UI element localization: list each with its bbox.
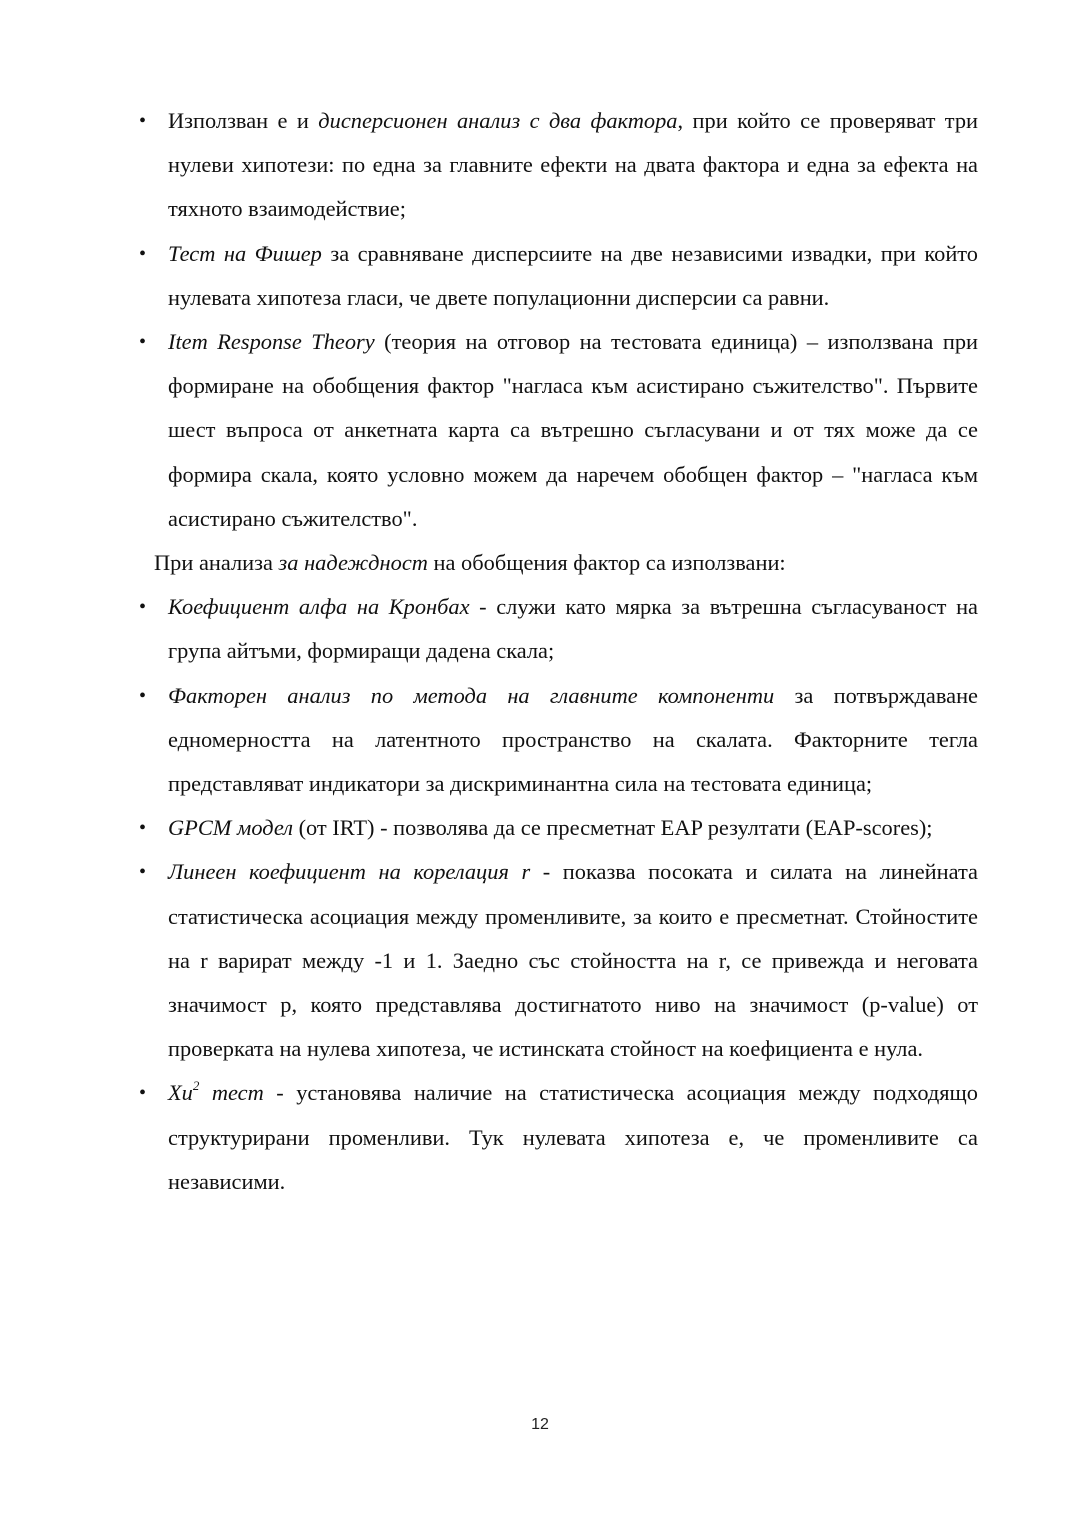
- paragraph-text-plain: При анализа: [154, 550, 279, 576]
- bullet-icon: •: [139, 861, 147, 884]
- item-text-plain: , при който се проверяват три нулеви хипотези: по една за главните ефекти на двата фактора и една за ефекта на тяхното взаимодействие;: [168, 108, 979, 222]
- list-item-irt: [139, 320, 978, 541]
- paragraph-text-plain: на обобщения фактор са използвани:: [427, 550, 786, 576]
- bullet-icon: •: [139, 684, 147, 707]
- list-item-two-factor-anova: [139, 99, 979, 232]
- item-term: Item Response Theory: [168, 329, 375, 355]
- page-number: 12: [531, 1416, 549, 1433]
- chi-term-tail: тест: [199, 1080, 264, 1106]
- item-text-plain: - служи като мярка за вътрешна съгласуваност на група айтъми, формиращи дадена скала;: [168, 594, 978, 664]
- bullet-icon: •: [139, 110, 147, 132]
- reliability-intro-paragraph: [154, 541, 1080, 585]
- bullet-icon: •: [139, 331, 147, 354]
- bullet-icon: •: [139, 817, 147, 840]
- item-term: Коефициент алфа на Кронбах: [168, 594, 470, 620]
- list-item-cronbach-alpha: [139, 585, 978, 673]
- methods-list-bottom: [0, 585, 1080, 1204]
- item-text-plain: (от IRT) - позволява да се пресметнат EAP резултати (EAP-scores);: [292, 815, 933, 841]
- item-text-plain: за потвърждаване едномерността на латентното пространство на скалата. Факторните тегла представляват индикатори за дискриминантна сила на тестовата единица;: [168, 682, 978, 797]
- item-term: Линеен коефициент на корелация r: [168, 859, 531, 885]
- list-item-gpcm-model: [139, 806, 978, 850]
- item-text-plain: Използван е и: [168, 108, 319, 133]
- bullet-icon: •: [139, 242, 147, 265]
- item-term: Тест на Фишер: [168, 240, 322, 266]
- list-item-fisher-test: [139, 232, 978, 320]
- list-item-correlation: [139, 850, 978, 1071]
- item-text-plain: за сравняване дисперсиите на две независими извадки, при който нулевата хипотеза гласи, че двете популационни дисперсии са равни.: [168, 240, 978, 310]
- item-term: GPCM модел: [168, 815, 293, 841]
- item-text-plain: - установява наличие на статистическа асоциация между подходящо структурирани променливи. Тук нулевата хипотеза е, че променливите са независими.: [168, 1080, 978, 1194]
- item-term: дисперсионен анализ с два фактора: [318, 108, 678, 133]
- item-text-plain: - показва посоката и силата на линейната статистическа асоциация между променливите, за които е пресметнат. Стойностите на r варират между -1 и 1. Заедно със стойността на r, се привежда и неговата значимост p, която представлява достигнатото ниво на значимост (p-value) от проверката на нулева хипотеза, че истинската стойност на коефициента е нула.: [168, 859, 978, 1062]
- paragraph-term: за надеждност: [278, 550, 428, 576]
- list-item-factor-analysis: [139, 674, 978, 807]
- list-item-chi-square: [139, 1071, 978, 1204]
- bullet-icon: •: [139, 1082, 147, 1105]
- item-term: [168, 1080, 264, 1105]
- chi-term-base: Хи: [168, 1080, 193, 1106]
- item-text-plain: (теория на отговор на тестовата единица) – използвана при формиране на обобщения фактор "нагласа към асистирано съжителство". Първите шест въпроса от анкетната карта са вътрешно съгласувани и от тях може да се формира скала, която условно можем да наречем обобщен фактор – "нагласа към асистирано съжителство".: [168, 329, 978, 531]
- bullet-icon: •: [139, 596, 147, 619]
- page-body: [0, 99, 1080, 1204]
- item-term: Факторен анализ по метода на главните компоненти: [168, 682, 775, 708]
- methods-list-top: [0, 99, 1080, 541]
- chi-term-superscript: 2: [192, 1078, 200, 1093]
